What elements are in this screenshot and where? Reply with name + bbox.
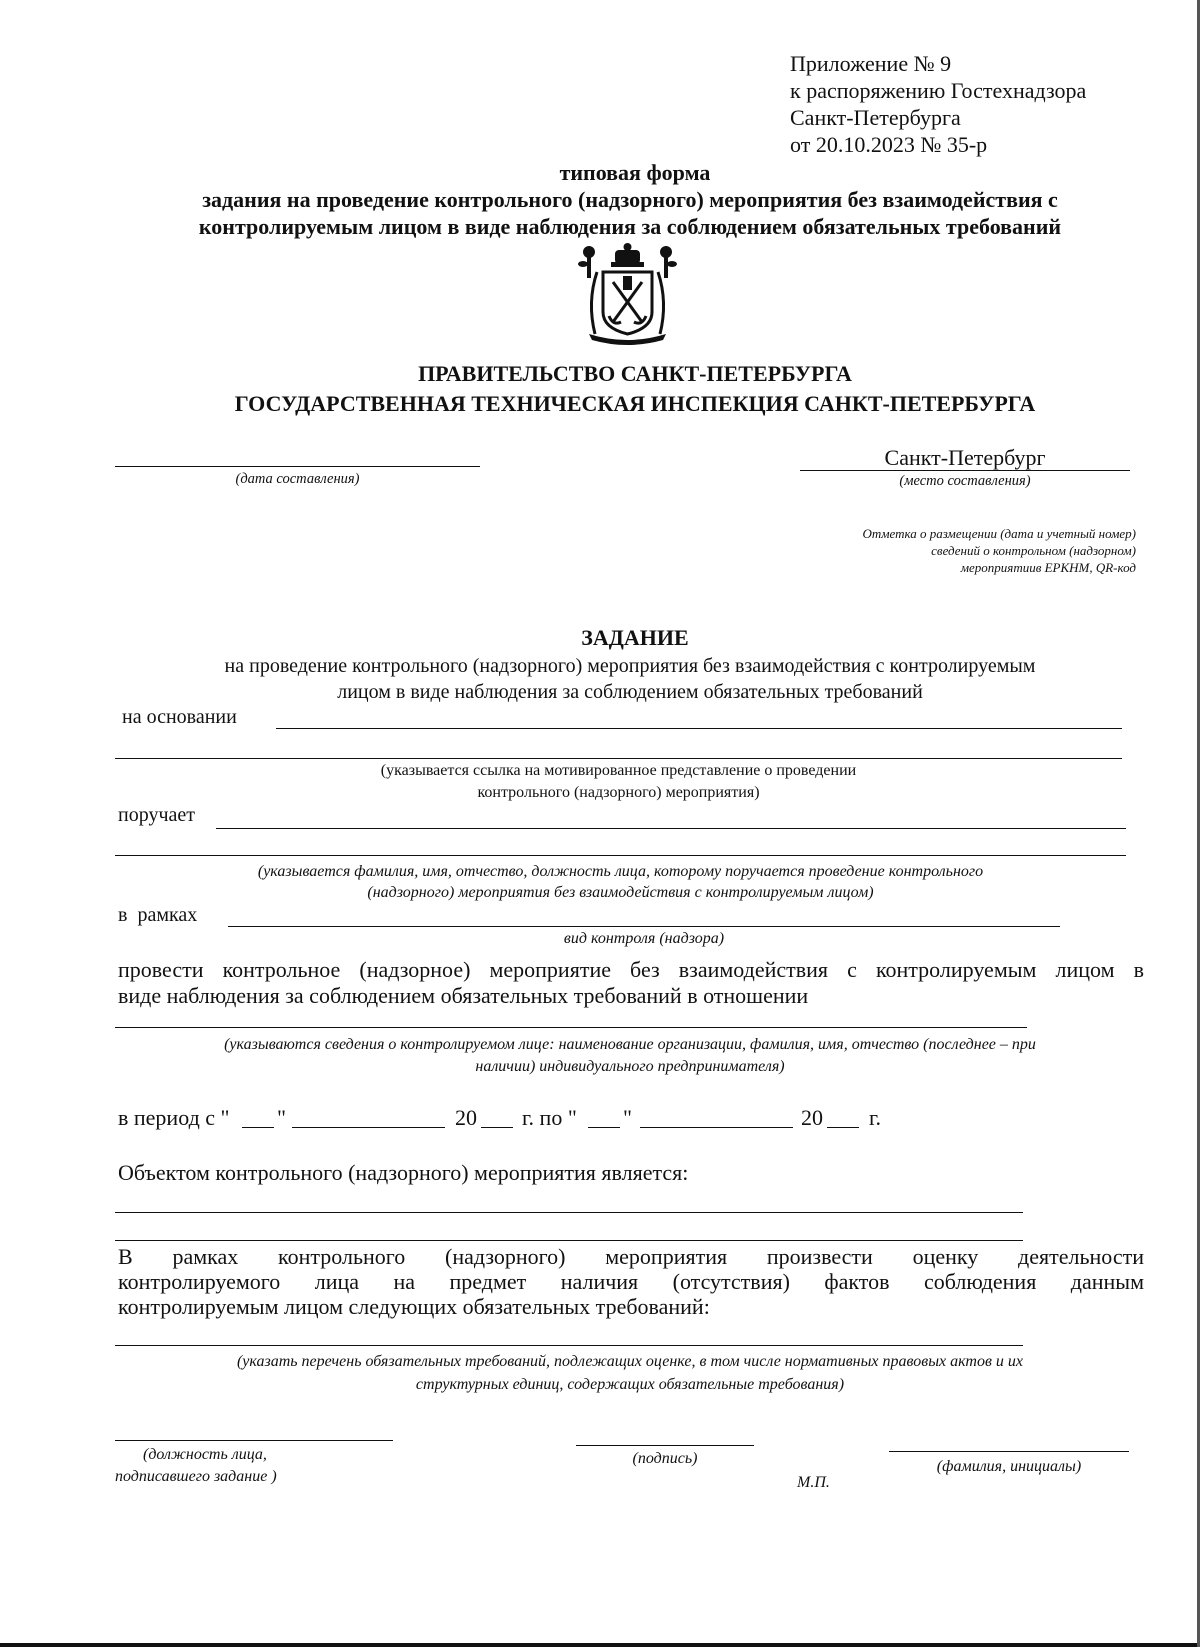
period-start-year-field[interactable] [481,1127,513,1128]
assigns-input-line-2[interactable] [115,855,1126,856]
coat-of-arms-icon [575,242,680,347]
assignment-subtitle-2: лицом в виде наблюдения за соблюдением обязательных требований [337,681,923,703]
name-signature-line[interactable] [889,1451,1129,1452]
scope-input-line[interactable] [228,926,1060,927]
place-field-line [800,470,1130,471]
appendix-line-3: Санкт-Петербурга [790,105,961,130]
appendix-line-4: от 20.10.2023 № 35-р [790,132,988,157]
basis-input-line-2[interactable] [115,758,1122,759]
evaluation-line-3: контролируемым лицом следующих обязательных требований: [118,1294,710,1319]
scope-label: в рамках [118,904,198,926]
basis-hint-2: контрольного (надзорного) мероприятия) [477,784,760,801]
perform-line-1: провести контрольное (надзорное) мероприятие без взаимодействия с контролируемым лицом в [118,957,1144,982]
erknm-note [700,525,1136,576]
basis-label: на основании [122,706,237,728]
assigns-input-line-1[interactable] [216,828,1126,829]
form-title-line-1: задания на проведение контрольного (надзорного) мероприятия без взаимодействия с [202,187,1058,212]
appendix-block [790,50,1170,158]
evaluation-hint-2: структурных единиц, содержащих обязательные требования) [415,1376,845,1393]
name-hint: (фамилия, инициалы) [936,1458,1082,1475]
org-line-2: ГОСУДАРСТВЕННАЯ ТЕХНИЧЕСКАЯ ИНСПЕКЦИЯ САНКТ-ПЕТЕРБУРГА [234,391,1036,416]
object-label: Объектом контрольного (надзорного) мероприятия является: [118,1160,689,1185]
assigns-label: поручает [118,804,195,826]
assignment-subtitle-1: на проведение контрольного (надзорного) мероприятия без взаимодействия с контролируемым [224,655,1036,677]
period-end-year-field[interactable] [827,1127,859,1128]
position-hint-line-1: (должность лица, [143,1446,267,1463]
perform-hint-2: наличии) индивидуального предпринимателя) [475,1058,785,1075]
evaluation-input-line[interactable] [115,1345,1023,1346]
perform-input-line[interactable] [115,1027,1027,1028]
period-year-1: 20 [455,1105,477,1130]
perform-hint-1: (указываются сведения о контролируемом лице: наименование организации, фамилия, имя, отчество (последнее – при [224,1036,1036,1053]
basis-hint-1: (указывается ссылка на мотивированное представление о проведении [380,762,857,779]
coat-of-arms-emblem [575,242,680,347]
date-field-line[interactable] [115,466,480,467]
period-quote-1: " [277,1105,286,1130]
erknm-note-line-3: мероприятиив ЕРКНМ, QR-код [960,560,1136,575]
org-line-1: ПРАВИТЕЛЬСТВО САНКТ-ПЕТЕРБУРГА [418,361,852,386]
place-field-value[interactable]: Санкт-Петербург [884,445,1046,470]
signature-line[interactable] [576,1445,754,1446]
period-start-month-field[interactable] [292,1127,445,1128]
scan-bottom-edge [0,1643,1200,1647]
assigns-hint-1: (указывается фамилия, имя, отчество, должность лица, которому поручается проведение контрольного [257,863,984,880]
assigns-hint-2: (надзорного) мероприятия без взаимодействия с контролируемым лицом) [367,884,874,901]
evaluation-line-2: контролируемого лица на предмет наличия (отсутствия) фактов соблюдения данным [118,1269,1144,1294]
position-hint [115,1444,393,1488]
appendix-line-2: к распоряжению Гостехнадзора [790,78,1087,103]
period-quote-2: " [623,1105,632,1130]
appendix-line-1: Приложение № 9 [790,51,952,76]
erknm-note-line-2: сведений о контрольном (надзорном) [931,543,1136,558]
scope-hint: вид контроля (надзора) [563,930,725,947]
evaluation-line-1: В рамках контрольного (надзорного) мероприятия произвести оценку деятельности [118,1244,1144,1269]
date-field-hint: (дата составления) [235,471,360,487]
period-end-day-field[interactable] [588,1127,620,1128]
position-hint-line-2: подписавшего задание ) [115,1468,277,1485]
form-type-label: типовая форма [559,160,711,185]
period-start-day-field[interactable] [242,1127,274,1128]
perform-line-2: виде наблюдения за соблюдением обязательных требований в отношении [118,983,809,1008]
period-suffix: г. [869,1105,882,1130]
stamp-label: М.П. [797,1474,830,1491]
period-end-month-field[interactable] [640,1127,793,1128]
period-prefix: в период с " [118,1105,230,1130]
position-signature-line[interactable] [115,1440,393,1441]
place-field-hint: (место составления) [899,473,1031,489]
period-year-2: 20 [801,1105,823,1130]
assignment-title: ЗАДАНИЕ [581,625,689,650]
evaluation-hint-1: (указать перечень обязательных требований, подлежащих оценке, в том числе нормативных правовых актов и их [236,1353,1024,1370]
object-input-line-2[interactable] [115,1240,1023,1241]
form-title-line-2: контролируемым лицом в виде наблюдения за соблюдением обязательных требований [198,214,1062,239]
period-mid: г. по " [522,1105,577,1130]
object-input-line-1[interactable] [115,1212,1023,1213]
basis-input-line-1[interactable] [276,728,1122,729]
signature-hint: (подпись) [632,1450,698,1467]
erknm-note-line-1: Отметка о размещении (дата и учетный номер) [862,526,1136,541]
